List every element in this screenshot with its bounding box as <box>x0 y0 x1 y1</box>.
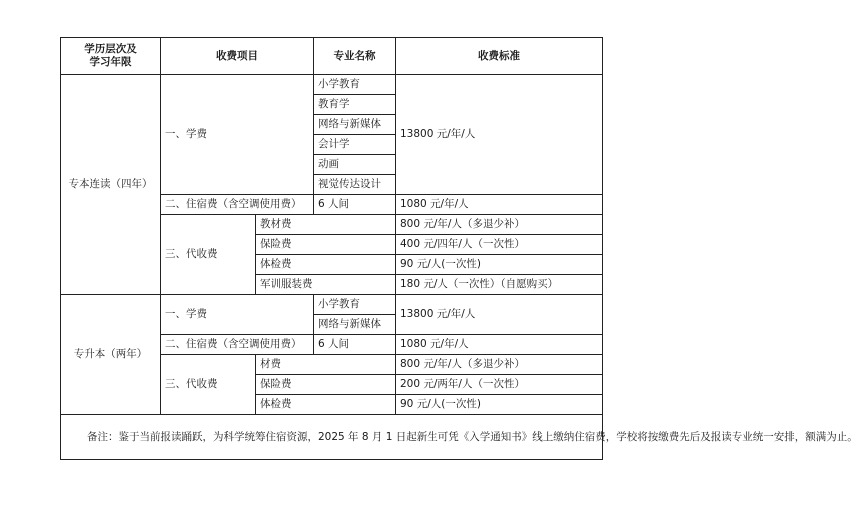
major-cell: 网络与新媒体 <box>314 315 396 335</box>
tuition-fee: 13800 元/年/人 <box>396 295 603 335</box>
header-level: 学历层次及 学习年限 <box>61 38 161 75</box>
header-row <box>61 38 603 75</box>
tuition-fee: 13800 元/年/人 <box>396 75 603 195</box>
header-item: 收费项目 <box>161 38 314 75</box>
major-cell: 小学教育 <box>314 295 396 315</box>
agency-item-fee: 180 元/人（一次性）（自愿购买） <box>396 275 603 295</box>
lodging-fee: 1080 元/年/人 <box>396 335 603 355</box>
agency-label: 三、代收费 <box>161 215 256 295</box>
header-standard: 收费标准 <box>396 38 603 75</box>
lodging-room: 6 人间 <box>314 335 396 355</box>
agency-item-fee: 90 元/人(一次性) <box>396 395 603 415</box>
tuition-label: 一、学费 <box>161 295 314 335</box>
agency-item-name: 保险费 <box>256 375 396 395</box>
agency-label: 三、代收费 <box>161 355 256 415</box>
agency-item-fee: 800 元/年/人（多退少补） <box>396 355 603 375</box>
agency-item-fee: 400 元/四年/人（一次性） <box>396 235 603 255</box>
agency-item-name: 教材费 <box>256 215 396 235</box>
lodging-label: 二、住宿费（含空调使用费） <box>161 335 314 355</box>
major-cell: 动画 <box>314 155 396 175</box>
agency-item-name: 体检费 <box>256 395 396 415</box>
agency-item-name: 军训服装费 <box>256 275 396 295</box>
agency-item-fee: 200 元/两年/人（一次性） <box>396 375 603 395</box>
agency-item-fee: 800 元/年/人（多退少补） <box>396 215 603 235</box>
major-cell: 小学教育 <box>314 75 396 95</box>
lodging-label: 二、住宿费（含空调使用费） <box>161 195 314 215</box>
agency-item-name: 保险费 <box>256 235 396 255</box>
note-cell <box>61 415 858 460</box>
lodging-fee: 1080 元/年/人 <box>396 195 603 215</box>
lodging-room: 6 人间 <box>314 195 396 215</box>
note-text: 备注：鉴于当前报读踊跃，为科学统筹住宿资源，2025 年 8 月 1 日起新生可凭《入学通知书》线上缴纳住宿费，学校将按缴费先后及报读专业统一安排，额满为止。 <box>87 430 858 443</box>
major-cell: 教育学 <box>314 95 396 115</box>
fee-table <box>60 37 858 460</box>
major-cell: 会计学 <box>314 135 396 155</box>
agency-item-name: 材费 <box>256 355 396 375</box>
major-cell: 视觉传达设计 <box>314 175 396 195</box>
fee-document <box>60 37 858 460</box>
level-cell: 专本连读（四年） <box>61 75 161 295</box>
agency-item-name: 体检费 <box>256 255 396 275</box>
agency-item-fee: 90 元/人(一次性) <box>396 255 603 275</box>
level-cell: 专升本（两年） <box>61 295 161 415</box>
header-major: 专业名称 <box>314 38 396 75</box>
major-cell: 网络与新媒体 <box>314 115 396 135</box>
tuition-label: 一、学费 <box>161 75 314 195</box>
